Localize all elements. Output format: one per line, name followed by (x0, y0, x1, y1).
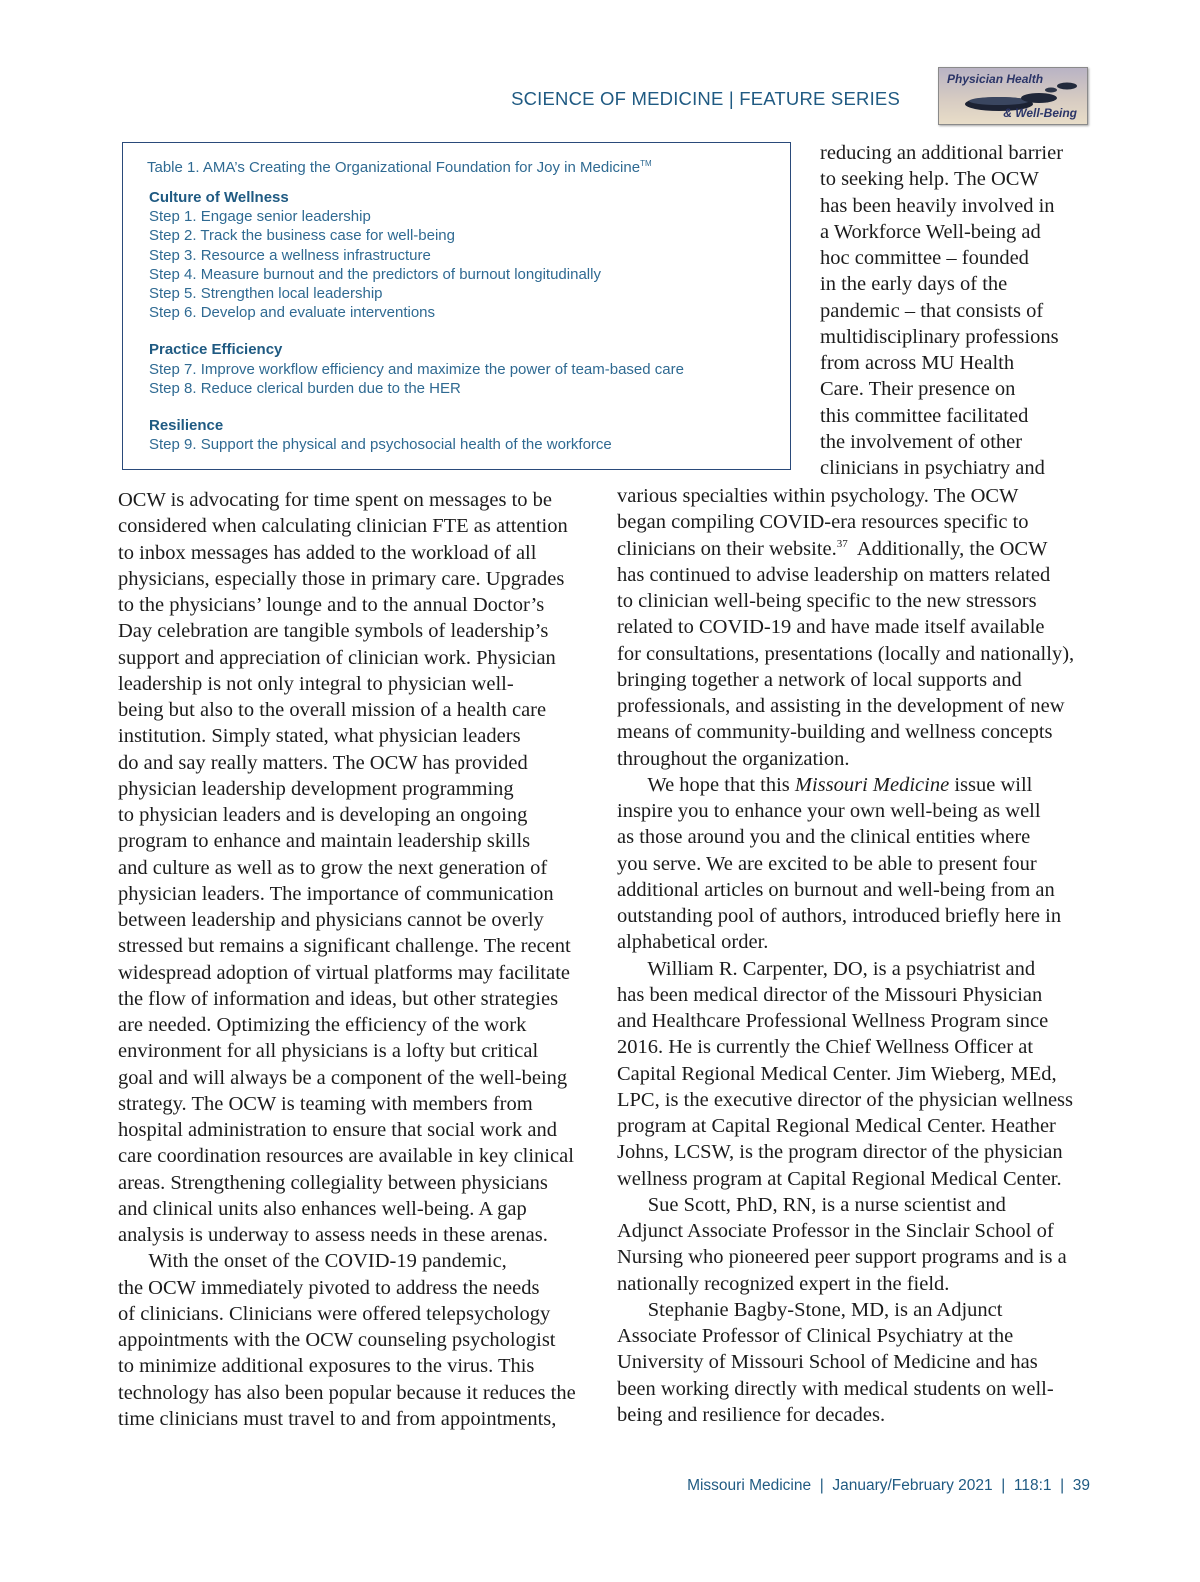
table-1-box (122, 142, 791, 470)
physician-health-logo (938, 67, 1088, 125)
section-heading: Culture of Wellness (149, 189, 289, 206)
step-item: Step 8. Reduce clerical burden due to the HER (149, 379, 461, 397)
step-item: Step 6. Develop and evaluate interventions (149, 304, 436, 322)
section-heading: Resilience (149, 417, 224, 435)
table-caption: Table 1. AMA’s Creating the Organizational Foundation for Joy in Medicine™ (147, 159, 652, 176)
left-column-text: OCW is advocating for time spent on messages to be considered when calculating clinician FTE as attention to inbox messages has added to the workload of all physicians, especially those in primary care. Upgrades to the physicians’ lounge and to the annual Doctor’s Day celebration are tangible symbols of leadership’s support and appreciation of clinician work. Physician leadership is not only integral to physician well- being but also to the overall mission of a health care institution. Simply stated, what physician leaders do and say really matters. The OCW has provided physician leadership development programming to physician leaders and is developing an ongoing program to enhance and maintain leadership skills and culture as well as to grow the next generation of physician leaders. The importance of communication between leadership and physicians cannot be overly stressed but remains a significant challenge. The recent widespread adoption of virtual platforms may facilitate the flow of information and ideas, but other strategies are needed. Optimizing the efficiency of the work environment for all physicians is a lofty but critical goal and will always be a component of the well-being strategy. The OCW is teaming with members from hospital administration to ensure that social work and care coordination resources are available in key clinical areas. Strengthening collegiality between physicians and clinical units also enhances well-being. A gap analysis is underway to assess needs in these arenas. With the onset of the COVID-19 pandemic, the OCW immediately pivoted to address the needs of clinicians. Clinicians were offered telepsychology appointments with the OCW counseling psychologist to minimize additional exposures to the virus. This technology has also been popular because it reduces the time clinicians must travel to and from appointments, (118, 489, 576, 1430)
table-steps (149, 188, 789, 454)
right-column-text: various specialties within psychology. The OCW began compiling COVID-era resources specific to clinicians on their website.$^{37}$ Additionally, the OCW has continued to advise leadership on matters related to clinician well-being specific to the new stressors related to COVID-19 and have made itself available for consultations, presentations (locally and nationally), bringing together a network of local supports and professionals, and assisting in the development of new means of community-building and wellness concepts throughout the organization. We hope that this Missouri Medicine issue will inspire you to enhance your own well-being as well as those around you and the clinical entities where you serve. We are excited to be able to present four additional articles on burnout and well-being from an outstanding pool of authors, introduced briefly here in alphabetical order. William R. Carpenter, DO, is a psychiatrist and has been medical director of the Missouri Physician and Healthcare Professional Wellness Program since 2016. He is currently the Chief Wellness Officer at Capital Regional Medical Center. Jim Wieberg, MEd, LPC, is the executive director of the physician wellness program at Capital Regional Medical Center. Heather Johns, LCSW, is the program director of the physician wellness program at Capital Regional Medical Center. Sue Scott, PhD, RN, is a nurse scientist and Adjunct Associate Professor in the Sinclair School of Nursing who pioneered peer support programs and is a nationally recognized expert in the field. Stephanie Bagby-Stone, MD, is an Adjunct Associate Professor of Clinical Psychiatry at the University of Missouri School of Medicine and has been working directly with medical students on well- being and resilience for decades. (617, 485, 1075, 1426)
step-item: Step 9. Support the physical and psychosocial health of the workforce (149, 436, 612, 454)
reference-37: 37 (836, 537, 848, 550)
step-item: Step 5. Strengthen local leadership (149, 285, 383, 303)
step-item: Step 7. Improve workflow efficiency and maximize the power of team-based care (149, 360, 684, 378)
section-heading: Practice Efficiency (149, 341, 283, 359)
logo-line-2: & Well-Being (1003, 106, 1077, 120)
logo-line-1: Physician Health (947, 72, 1044, 86)
step-item: Step 3. Resource a wellness infrastructure (149, 246, 431, 264)
step-item: Step 1. Engage senior leadership (149, 208, 371, 226)
page-footer: Missouri Medicine | January/February 2021 | 118:1 | 39 (687, 1477, 1090, 1494)
right-top-text: reducing an additional barrier to seeking help. The OCW has been heavily involved in a Workforce Well-being ad hoc committee – founded in the early days of the pandemic – that consists of multidisciplinary professions from across MU Health Care. Their presence on this committee facilitated the involvement of other clinicians in psychiatry and (820, 142, 1064, 479)
step-item: Step 2. Track the business case for well-being (149, 227, 455, 245)
step-item: Step 4. Measure burnout and the predictors of burnout longitudinally (149, 265, 601, 283)
running-header: SCIENCE OF MEDICINE | FEATURE SERIES (511, 88, 900, 109)
